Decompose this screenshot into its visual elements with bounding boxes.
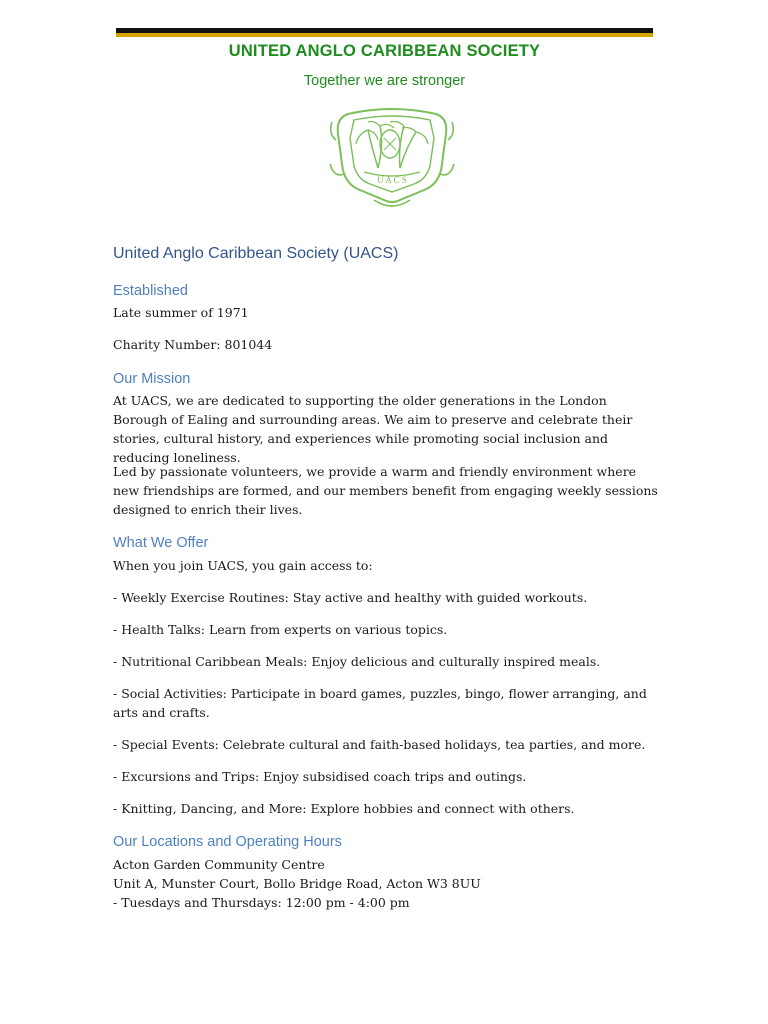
uacs-crest-logo bbox=[328, 104, 456, 208]
tagline: Together we are stronger bbox=[303, 73, 466, 89]
mission-paragraph-2: Led by passionate volunteers, we provide a warm and friendly environment where new friendships are formed, and our members benefit from engaging weekly sessions designed to enrich their lives. bbox=[113, 464, 658, 517]
offer-intro: When you join UACS, you gain access to: bbox=[113, 558, 373, 573]
location-hours: - Tuesdays and Thursdays: 12:00 pm - 4:00 pm bbox=[113, 895, 410, 910]
offer-item: - Weekly Exercise Routines: Stay active and healthy with guided workouts. bbox=[113, 590, 588, 605]
offer-item: - Health Talks: Learn from experts on various topics. bbox=[113, 622, 448, 637]
org-name: UNITED ANGLO CARIBBEAN SOCIETY bbox=[228, 42, 541, 60]
charity-number: Charity Number: 801044 bbox=[113, 337, 273, 352]
offer-item: - Nutritional Caribbean Meals: Enjoy delicious and culturally inspired meals. bbox=[113, 654, 601, 669]
crest-letters: U A C S bbox=[377, 175, 407, 185]
header-bar-gold bbox=[116, 33, 653, 37]
offer-heading: What We Offer bbox=[113, 535, 209, 551]
location-address: Unit A, Munster Court, Bollo Bridge Road, Acton W3 8UU bbox=[113, 876, 481, 891]
offer-item: - Knitting, Dancing, and More: Explore hobbies and connect with others. bbox=[113, 801, 575, 816]
locations-heading: Our Locations and Operating Hours bbox=[113, 834, 342, 850]
header-banner bbox=[116, 28, 653, 208]
document-title: United Anglo Caribbean Society (UACS) bbox=[113, 245, 399, 262]
mission-paragraph-1: At UACS, we are dedicated to supporting the older generations in the London Borough of Ealing and surrounding areas. We aim to preserve and celebrate their stories, cultural history, and experiences while promoting social inclusion and reducing loneliness. bbox=[113, 393, 633, 465]
offer-item: - Excursions and Trips: Enjoy subsidised coach trips and outings. bbox=[113, 769, 527, 784]
mission-heading: Our Mission bbox=[113, 371, 191, 387]
established-heading: Established bbox=[113, 283, 188, 299]
location-venue: Acton Garden Community Centre bbox=[113, 857, 325, 872]
offer-item: - Special Events: Celebrate cultural and faith-based holidays, tea parties, and more. bbox=[113, 737, 646, 752]
established-date: Late summer of 1971 bbox=[113, 305, 249, 320]
offer-item: - Social Activities: Participate in board games, puzzles, bingo, flower arranging, and arts and crafts. bbox=[113, 686, 647, 720]
